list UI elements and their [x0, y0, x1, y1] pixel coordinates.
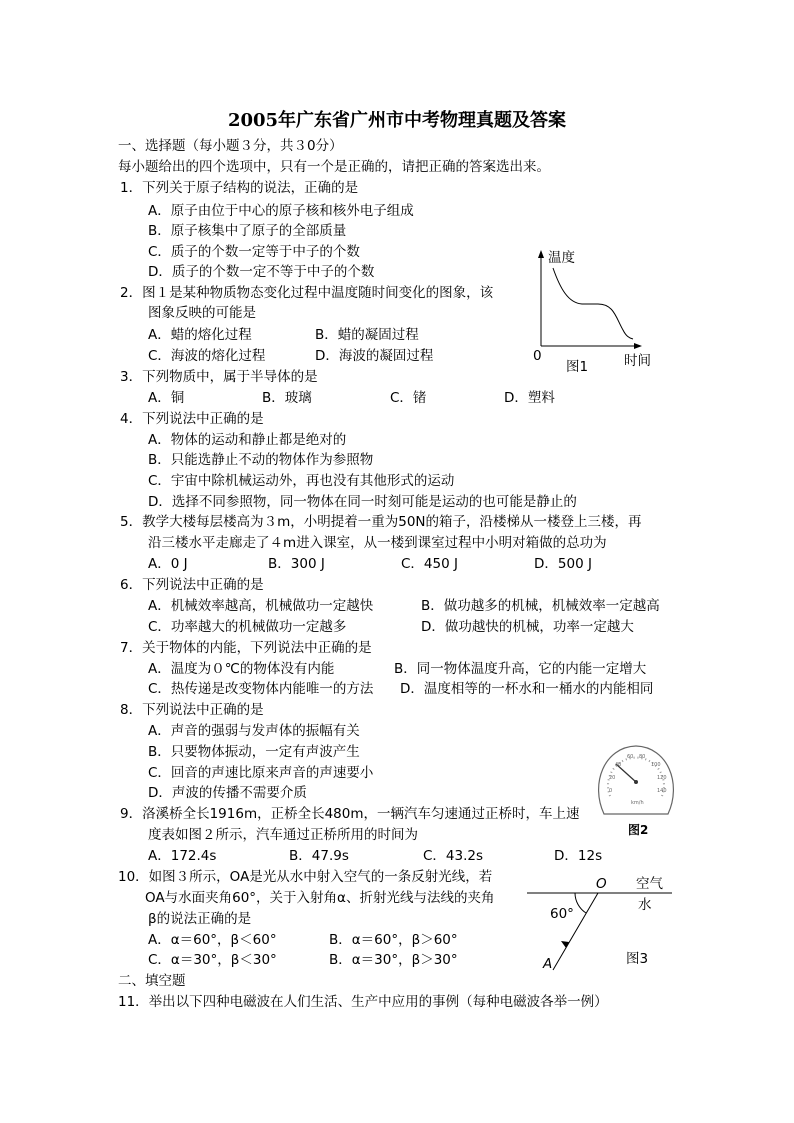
option: B．玻璃	[262, 390, 312, 406]
question-stem: 6．下列说法中正确的是	[120, 577, 264, 593]
tick: 140	[657, 788, 667, 794]
option: D．500 J	[534, 556, 592, 572]
question-stem: 8．下列说法中正确的是	[120, 702, 264, 718]
option: C．热传递是改变物体内能唯一的方法	[148, 681, 374, 697]
tick: 0	[609, 788, 613, 794]
question-stem: OA与水面夹角60°，关于入射角α、折射光线与法线的夹角	[145, 890, 495, 906]
option: A．声音的强弱与发声体的振幅有关	[148, 723, 360, 739]
option: A．蜡的熔化过程	[148, 327, 252, 343]
option: B．300 J	[268, 556, 325, 572]
question-stem: 7．关于物体的内能，下列说法中正确的是	[120, 640, 372, 656]
option: C．质子的个数一定等于中子的个数	[148, 244, 360, 260]
question-stem: 9．洛溪桥全长1916m，正桥全长480m，一辆汽车匀速通过正桥时，车上速	[120, 806, 580, 822]
question-stem: 2．图１是某种物质物态变化过程中温度随时间变化的图象，该	[120, 285, 494, 301]
figure-2-caption: 图2	[628, 823, 649, 837]
option: A．α＝60°，β＜60°	[148, 932, 277, 948]
point-a-label: A	[543, 956, 553, 972]
option: B．只能选静止不动的物体作为参照物	[148, 452, 374, 468]
speedometer-ticks	[603, 748, 673, 810]
option: D．质子的个数一定不等于中子的个数	[148, 264, 375, 280]
point-o-label: O	[596, 876, 607, 892]
option: D．声波的传播不需要介质	[148, 785, 307, 801]
angle-label: 60°	[550, 906, 574, 922]
option: D．做功越快的机械，功率一定越大	[421, 619, 634, 635]
option: D．海波的凝固过程	[315, 348, 434, 364]
option: C．锗	[390, 390, 427, 406]
question-stem: 4．下列说法中正确的是	[120, 411, 264, 427]
option: D．选择不同参照物，同一物体在同一时刻可能是运动的也可能是静止的	[148, 494, 577, 510]
option: C．回音的声速比原来声音的声速要小	[148, 765, 374, 781]
question-stem: 度表如图２所示，汽车通过正桥所用的时间为	[148, 827, 418, 843]
question-stem: 11．举出以下四种电磁波在人们生活、生产中应用的事例（每种电磁波各举一例）	[118, 994, 608, 1010]
section-heading: 二、填空题	[118, 973, 186, 989]
instruction: 每小题给出的四个选项中，只有一个是正确的，请把正确的答案选出来。	[118, 159, 550, 175]
option: C．海波的熔化过程	[148, 348, 266, 364]
section-heading: 一、选择题（每小题３分，共３0分）	[118, 138, 343, 154]
tick: 40	[615, 762, 622, 768]
option: B．只要物体振动，一定有声波产生	[148, 744, 360, 760]
unit: km/h	[631, 800, 644, 806]
option: C．功率越大的机械做功一定越多	[148, 619, 347, 635]
option: B．47.9s	[289, 848, 349, 864]
figure-1-origin: 0	[533, 348, 542, 364]
option: B．α＝30°，β＞30°	[329, 952, 458, 968]
option: B．α＝60°，β＞60°	[329, 932, 458, 948]
figure-1-graph	[530, 248, 640, 368]
option: A．铜	[148, 390, 185, 406]
tick: 80	[639, 754, 646, 760]
tick: 60	[627, 754, 634, 760]
question-stem: 3．下列物质中，属于半导体的是	[120, 369, 318, 385]
figure-1-y-label: 温度	[548, 250, 575, 266]
option: D．12s	[554, 848, 603, 864]
question-stem: 沿三楼水平走廊走了４m进入课室，从一楼到课室过程中小明对箱做的总功为	[148, 535, 607, 551]
option: C．43.2s	[423, 848, 484, 864]
option: C．α＝30°，β＜30°	[148, 952, 277, 968]
option: C．450 J	[401, 556, 458, 572]
question-stem: 图象反映的可能是	[148, 305, 256, 321]
air-label: 空气	[636, 876, 663, 892]
figure-3-caption: 图3	[626, 951, 649, 967]
question-stem: 10．如图３所示，OA是光从水中射入空气的一条反射光线，若	[118, 869, 493, 885]
option: A．机械效率越高，机械做功一定越快	[148, 598, 374, 614]
question-stem: 5．教学大楼每层楼高为３m，小明提着一重为50N的箱子，沿楼梯从一楼登上三楼，再	[120, 514, 642, 530]
option: B．同一物体温度升高，它的内能一定增大	[394, 661, 647, 677]
figure-1-caption: 图1	[566, 359, 589, 375]
page-title: 2005年广东省广州市中考物理真题及答案	[227, 110, 567, 131]
option: B．原子核集中了原子的全部质量	[148, 223, 347, 239]
option: A．温度为０℃的物体没有内能	[148, 661, 335, 677]
figure-1-x-label: 时间	[624, 353, 651, 369]
option: B．做功越多的机械，机械效率一定越高	[421, 598, 660, 614]
option: D．温度相等的一杯水和一桶水的内能相同	[400, 681, 654, 697]
option: D．塑料	[504, 390, 555, 406]
tick: 120	[657, 775, 667, 781]
question-stem: β的说法正确的是	[148, 911, 252, 927]
question-stem: 1．下列关于原子结构的说法，正确的是	[120, 180, 359, 196]
tick: 100	[651, 762, 661, 768]
option: B．蜡的凝固过程	[315, 327, 419, 343]
tick: 20	[609, 775, 616, 781]
option: A．原子由位于中心的原子核和核外电子组成	[148, 203, 414, 219]
option: A．0 J	[148, 556, 188, 572]
option: A．物体的运动和静止都是绝对的	[148, 432, 347, 448]
option: A．172.4s	[148, 848, 217, 864]
option: C．宇宙中除机械运动外，再也没有其他形式的运动	[148, 473, 455, 489]
water-label: 水	[638, 897, 652, 913]
